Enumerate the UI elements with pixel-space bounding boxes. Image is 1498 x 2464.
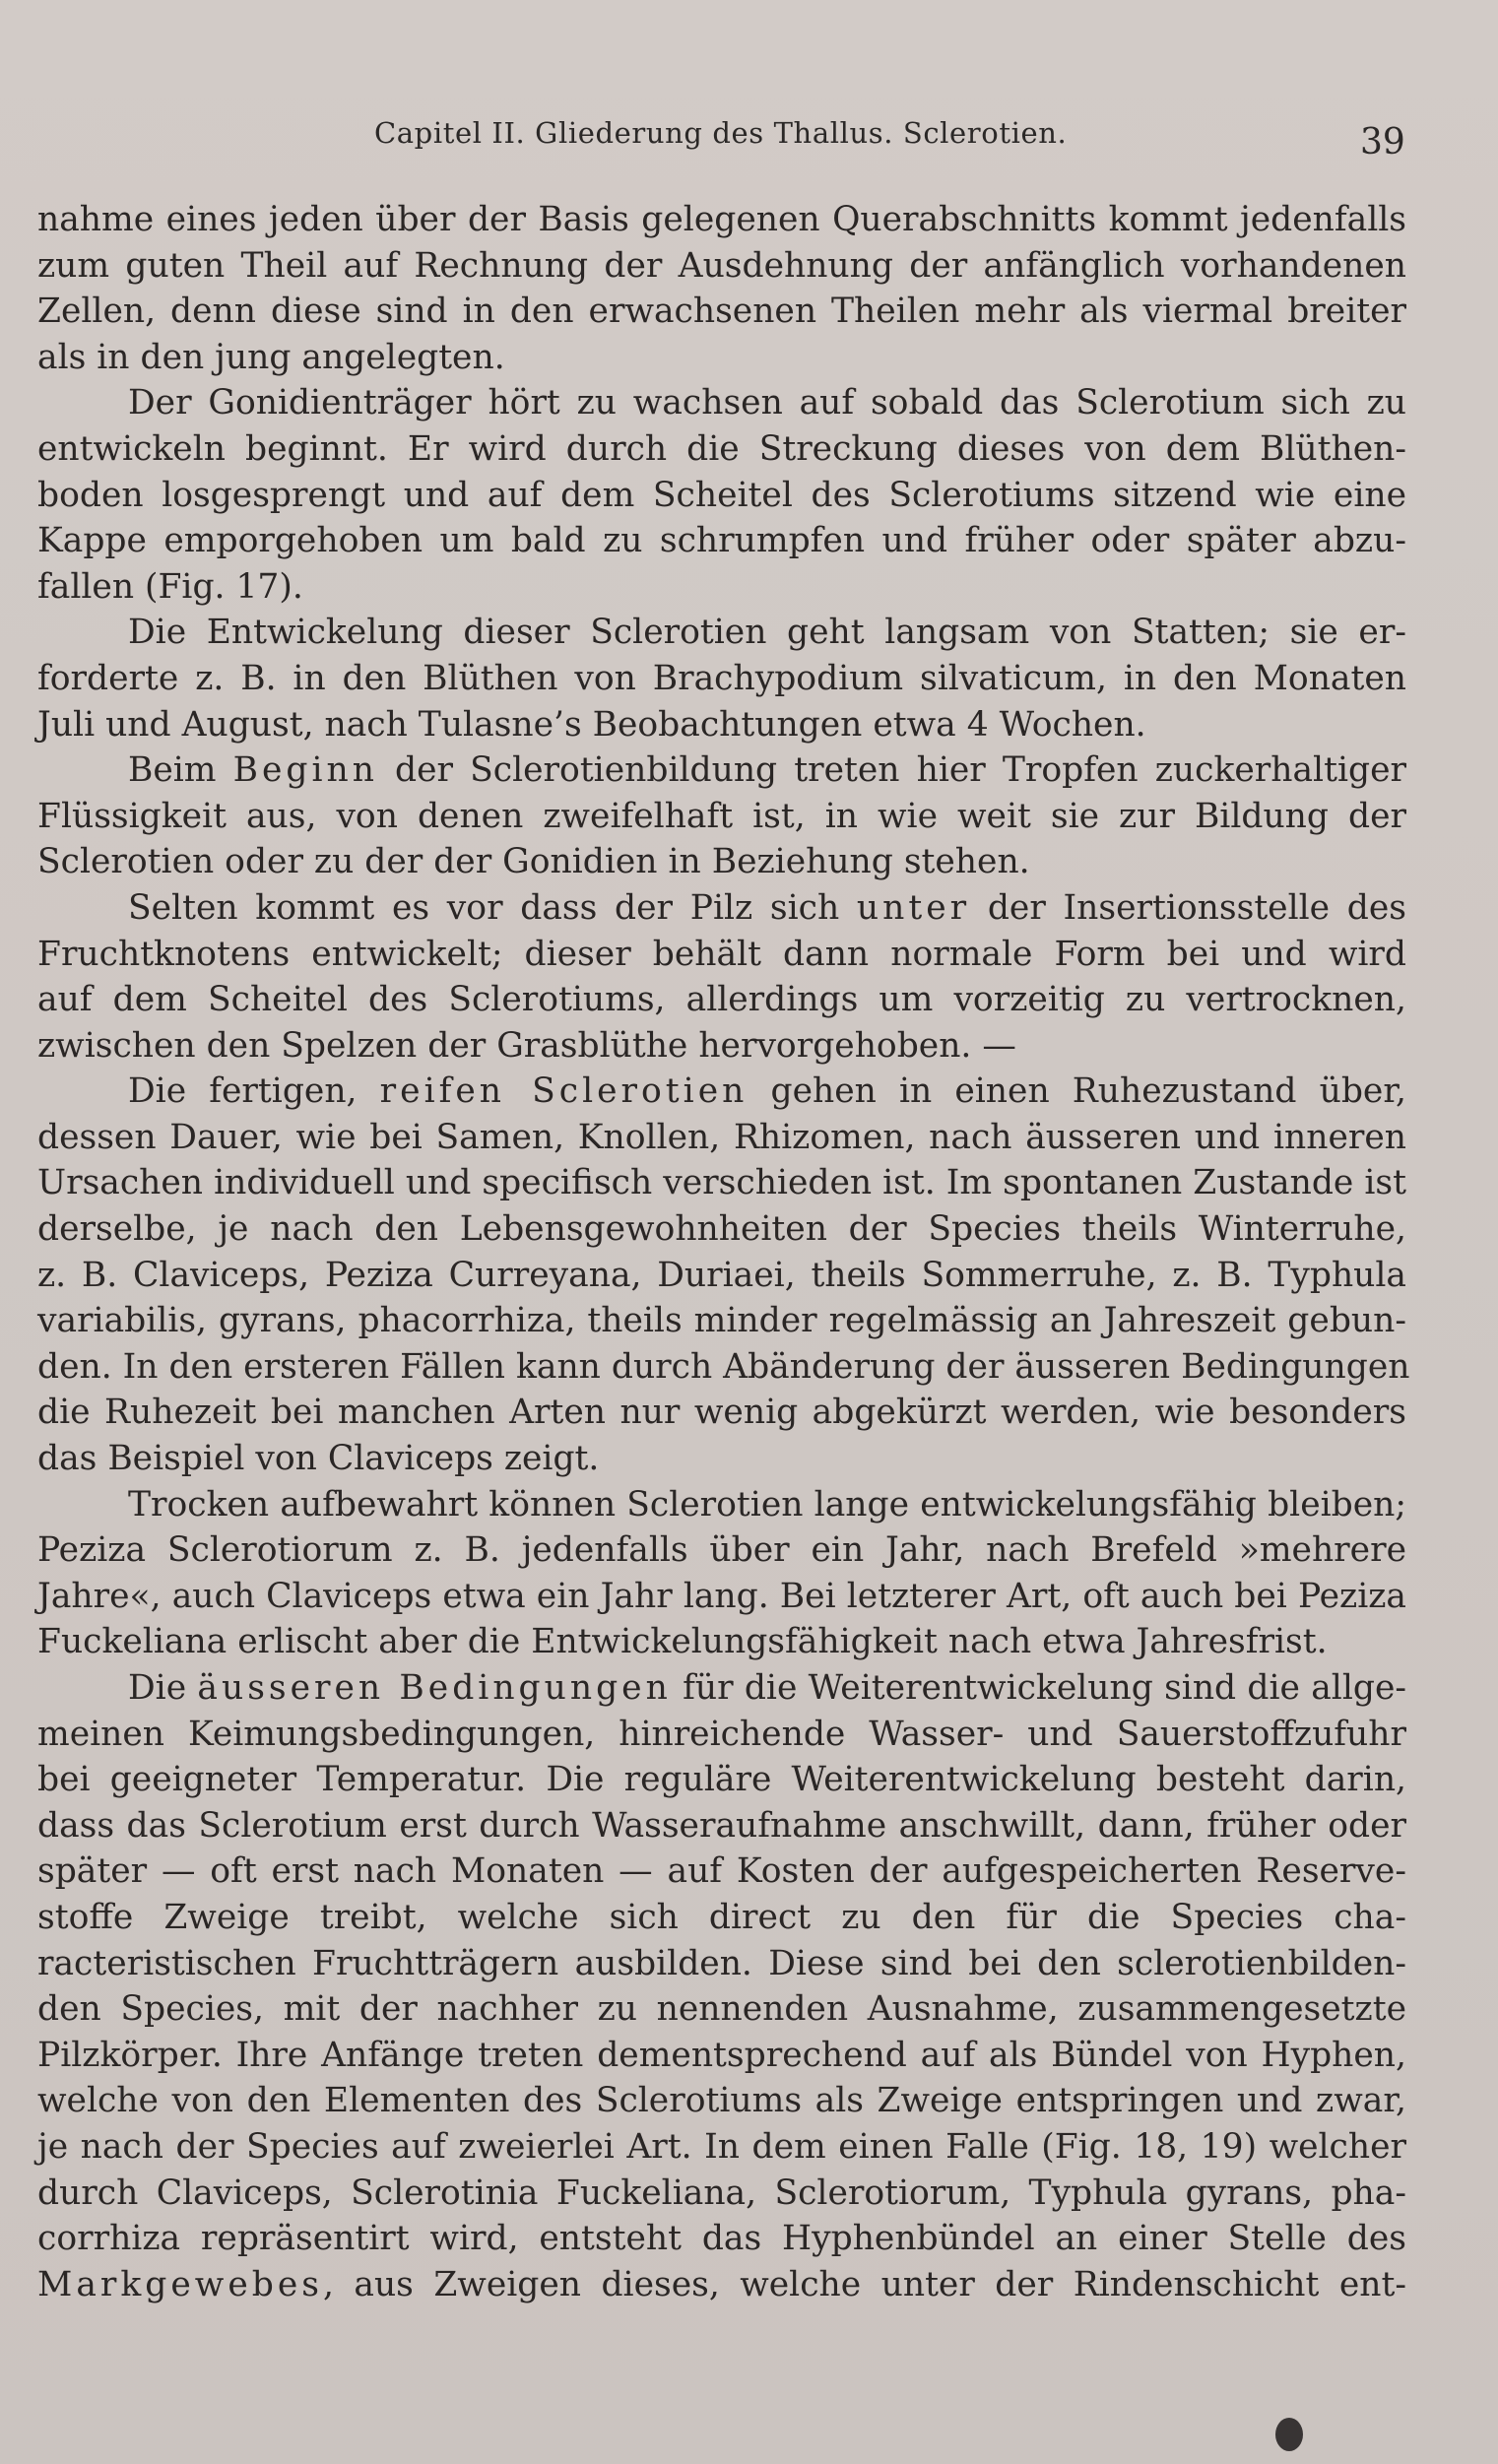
text-segment: stoffe Zweige treibt, welche sich direct zu den für die Species cha- xyxy=(37,1897,1406,1937)
text-segment: durch Claviceps, Sclerotinia Fuckeliana, Sclerotiorum, Typhula gyrans, pha- xyxy=(37,2172,1406,2213)
text-line xyxy=(37,473,1406,519)
text-segment: den. In den ersteren Fällen kann durch Abänderung der äusseren Bedingungen xyxy=(37,1346,1410,1387)
text-segment: Die Entwickelung dieser Sclerotien geht langsam von Statten; sie er- xyxy=(128,613,1406,653)
text-segment: welche von den Elementen des Sclerotiums als Zweige entspringen und zwar, xyxy=(37,2081,1406,2121)
text-segment: derselbe, je nach den Lebensgewohnheiten der Species theils Winterruhe, xyxy=(37,1209,1406,1250)
text-segment: forderte z. B. in den Blüthen von Brachypodium silvaticum, in den Monaten xyxy=(37,658,1406,698)
text-line xyxy=(37,1023,1406,1070)
text-segment: Die fertigen, xyxy=(128,1071,380,1112)
text-segment: die Ruhezeit bei manchen Arten nur wenig abgekürzt werden, wie besonders xyxy=(37,1393,1406,1433)
text-line xyxy=(37,197,1406,243)
text-line xyxy=(37,794,1406,840)
text-line xyxy=(37,1436,1406,1482)
text-segment: Flüssigkeit aus, von denen zweifelhaft ist, in wie weit sie zur Bildung der xyxy=(37,796,1406,836)
text-line xyxy=(37,1712,1406,1758)
text-segment: Fruchtknotens entwickelt; dieser behält dann normale Form bei und wird xyxy=(37,934,1406,974)
text-segment: Fuckeliana erlischt aber die Entwickelungsfähigkeit nach etwa Jahresfrist. xyxy=(37,1622,1328,1662)
text-line xyxy=(37,1298,1406,1344)
text-line xyxy=(37,1986,1406,2033)
text-segment: für die Weiterentwickelung sind die allge- xyxy=(671,1668,1407,1708)
text-line xyxy=(37,289,1406,335)
running-head: Capitel II. Gliederung des Thallus. Sclerotien. xyxy=(374,116,1068,150)
text-line xyxy=(37,1390,1406,1436)
page-header xyxy=(0,116,1498,165)
text-segment: später — oft erst nach Monaten — auf Kosten der aufgespeicherten Reserve- xyxy=(37,1851,1406,1892)
text-segment: Sclerotien oder zu der der Gonidien in Beziehung stehen. xyxy=(37,842,1030,882)
text-segment: den Species, mit der nachher zu nennenden Ausnahme, zusammengesetzte xyxy=(37,1989,1406,2030)
text-segment: Die xyxy=(128,1668,198,1708)
text-line xyxy=(37,1253,1406,1299)
text-line xyxy=(37,1895,1406,1941)
text-segment: Peziza Sclerotiorum z. B. jedenfalls über ein Jahr, nach Brefeld »mehrere xyxy=(37,1530,1406,1571)
emphasized-text: Beginn xyxy=(232,750,378,791)
text-line xyxy=(37,932,1406,978)
text-line xyxy=(37,885,1406,932)
text-line xyxy=(37,747,1406,794)
text-segment: entwickeln beginnt. Er wird durch die Streckung dieses von dem Blüthen- xyxy=(37,428,1406,469)
text-line xyxy=(37,610,1406,656)
emphasized-text: unter xyxy=(856,887,971,928)
text-line xyxy=(37,1115,1406,1161)
body-text xyxy=(37,197,1410,2307)
text-segment: je nach der Species auf zweierlei Art. In dem einen Falle (Fig. 18, 19) welcher xyxy=(37,2126,1406,2167)
text-segment: gehen in einen Ruhezustand über, xyxy=(748,1071,1406,1112)
text-segment: Der Gonidienträger hört zu wachsen auf sobald das Sclerotium sich zu xyxy=(128,383,1406,423)
text-segment: der Sclerotienbildung treten hier Tropfen zuckerhaltiger xyxy=(377,750,1406,791)
text-segment: corrhiza repräsentirt wird, entsteht das Hyphenbündel an einer Stelle des xyxy=(37,2219,1406,2259)
text-line xyxy=(37,2078,1406,2124)
text-line xyxy=(37,1344,1410,1391)
text-line xyxy=(37,656,1406,702)
text-line xyxy=(37,977,1406,1023)
text-line xyxy=(37,1160,1406,1206)
text-segment: zwischen den Spelzen der Grasblüthe hervorgehoben. — xyxy=(37,1025,1016,1066)
emphasized-text: Markgewebes xyxy=(37,2264,323,2304)
text-segment: auf dem Scheitel des Sclerotiums, allerdings um vorzeitig zu vertrocknen, xyxy=(37,980,1406,1020)
text-segment: Pilzkörper. Ihre Anfänge treten dementsprechend auf als Bündel von Hyphen, xyxy=(37,2035,1406,2075)
text-line xyxy=(37,335,1406,381)
text-line xyxy=(37,1941,1406,1987)
text-segment: meinen Keimungsbedingungen, hinreichende Wasser- und Sauerstoffzufuhr xyxy=(37,1714,1406,1754)
text-segment: fallen (Fig. 17). xyxy=(37,566,303,607)
text-segment: boden losgesprengt und auf dem Scheitel des Sclerotiums sitzend wie eine xyxy=(37,475,1406,515)
text-line xyxy=(37,1574,1406,1620)
text-line xyxy=(37,2216,1406,2262)
text-line xyxy=(37,380,1406,426)
text-line xyxy=(37,518,1406,564)
text-segment: als in den jung angelegten. xyxy=(37,337,505,377)
text-line xyxy=(37,1619,1406,1665)
text-segment: Juli und August, nach Tulasne’s Beobachtungen etwa 4 Wochen. xyxy=(37,704,1146,745)
text-line xyxy=(37,1069,1406,1115)
text-line xyxy=(37,1665,1406,1712)
text-segment: Zellen, denn diese sind in den erwachsenen Theilen mehr als viermal breiter xyxy=(37,292,1406,332)
text-line xyxy=(37,564,1406,611)
text-line xyxy=(37,1206,1406,1253)
text-segment: dessen Dauer, wie bei Samen, Knollen, Rhizomen, nach äusseren und inneren xyxy=(37,1117,1406,1157)
page-number: 39 xyxy=(1360,122,1405,162)
text-segment: variabilis, gyrans, phacorrhiza, theils minder regelmässig an Jahreszeit gebun- xyxy=(37,1301,1406,1341)
text-segment: nahme eines jeden über der Basis gelegenen Querabschnitts kommt jedenfalls xyxy=(37,200,1406,239)
text-line xyxy=(37,1803,1406,1849)
text-line xyxy=(37,702,1406,748)
text-line xyxy=(37,1482,1406,1528)
text-segment: , aus Zweigen dieses, welche unter der Rindenschicht ent- xyxy=(322,2264,1406,2304)
text-line xyxy=(37,2262,1406,2308)
text-segment: das Beispiel von Claviceps zeigt. xyxy=(37,1439,600,1479)
text-segment: Selten kommt es vor dass der Pilz sich xyxy=(128,887,857,928)
text-segment: Beim xyxy=(128,750,233,791)
text-line xyxy=(37,2124,1406,2171)
text-segment: dass das Sclerotium erst durch Wasseraufnahme anschwillt, dann, früher oder xyxy=(37,1805,1406,1846)
text-line xyxy=(37,426,1406,473)
emphasized-text: reifen Sclerotien xyxy=(379,1071,749,1112)
text-segment: der Insertionsstelle des xyxy=(970,887,1406,928)
text-line xyxy=(37,1757,1406,1803)
text-segment: z. B. Claviceps, Peziza Curreyana, Duriaei, theils Sommerruhe, z. B. Typhula xyxy=(37,1255,1406,1295)
text-segment: Kappe emporgehoben um bald zu schrumpfen und früher oder später abzu- xyxy=(37,521,1406,561)
text-segment: racteristischen Fruchtträgern ausbilden. Diese sind bei den sclerotienbilden- xyxy=(37,1943,1406,1983)
text-line xyxy=(37,243,1406,290)
text-segment: zum guten Theil auf Rechnung der Ausdehnung der anfänglich vorhandenen xyxy=(37,245,1406,286)
text-segment: Jahre«, auch Claviceps etwa ein Jahr lang. Bei letzterer Art, oft auch bei Peziza xyxy=(37,1576,1406,1616)
emphasized-text: äusseren Bedingungen xyxy=(197,1668,672,1708)
text-line xyxy=(37,2033,1406,2079)
text-segment: Ursachen individuell und specifisch verschieden ist. Im spontanen Zustande ist xyxy=(37,1163,1406,1203)
text-line xyxy=(37,2171,1406,2217)
text-line xyxy=(37,1848,1406,1895)
ink-smudge xyxy=(1275,2418,1303,2451)
text-segment: Trocken aufbewahrt können Sclerotien lange entwickelungsfähig bleiben; xyxy=(128,1484,1406,1524)
text-line xyxy=(37,1527,1406,1574)
text-line xyxy=(37,839,1406,885)
text-segment: bei geeigneter Temperatur. Die reguläre Weiterentwickelung besteht darin, xyxy=(37,1760,1406,1800)
